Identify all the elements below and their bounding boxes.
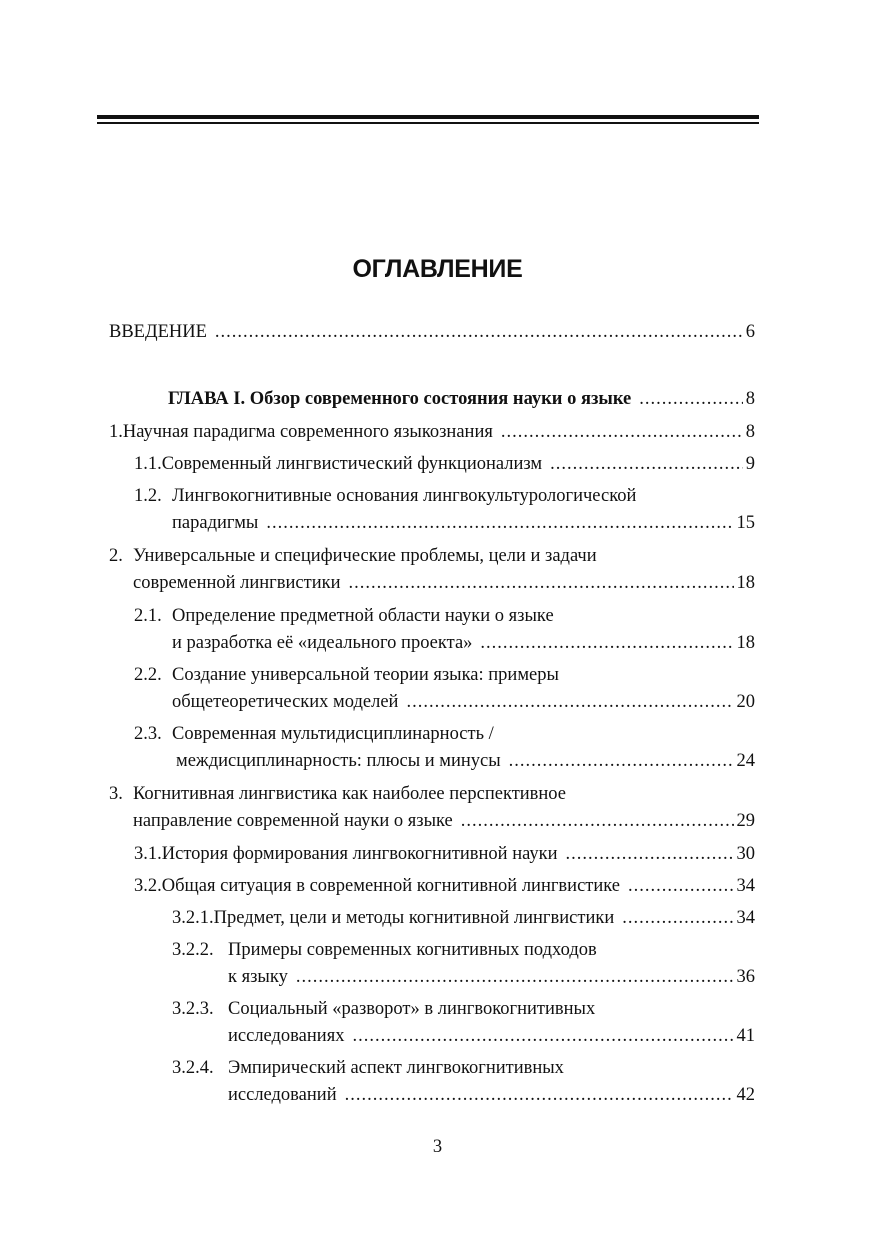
toc-entry-3-2-4[interactable] bbox=[172, 1056, 755, 1080]
toc-entry-text: Социальный «разворот» в лингвокогнитивных bbox=[228, 999, 596, 1019]
top-rule-thin bbox=[97, 122, 759, 124]
toc-entry-introduction[interactable] bbox=[109, 320, 755, 344]
toc-entry-3-1[interactable] bbox=[134, 842, 755, 866]
leader-dots bbox=[345, 1083, 734, 1107]
toc-entry-text: Универсальные и специфические проблемы, цели и задачи bbox=[133, 546, 597, 566]
toc-entry-3-2-3[interactable] bbox=[172, 997, 755, 1021]
toc-entry-number: 2.1. bbox=[134, 606, 162, 626]
toc-page-number: 6 bbox=[745, 322, 755, 342]
toc-page-number: 20 bbox=[736, 692, 755, 712]
toc-entry-number: 3.1. bbox=[134, 844, 162, 864]
toc-page-number: 18 bbox=[736, 573, 755, 593]
toc-entry-text-continued: общетеоретических моделей bbox=[172, 692, 399, 712]
leader-dots bbox=[628, 874, 733, 898]
toc-entry-3[interactable] bbox=[109, 782, 755, 806]
toc-page-number: 34 bbox=[736, 908, 755, 928]
leader-dots bbox=[461, 809, 734, 833]
toc-entry-1-2[interactable] bbox=[134, 484, 755, 508]
toc-page-number: 29 bbox=[736, 811, 755, 831]
leader-dots bbox=[406, 690, 733, 714]
leader-dots bbox=[566, 842, 734, 866]
toc-page-number: 42 bbox=[736, 1085, 755, 1105]
leader-dots bbox=[215, 320, 743, 344]
toc-entry-text: Когнитивная лингвистика как наиболее перспективное bbox=[133, 784, 566, 804]
toc-entry-text-continued: исследований bbox=[228, 1085, 337, 1105]
top-rule-thick bbox=[97, 115, 759, 119]
toc-entry-text-continued: междисциплинарность: плюсы и минусы bbox=[176, 751, 501, 771]
toc-entry-number: 3.2.4. bbox=[172, 1058, 214, 1078]
toc-entry-number: 3.2.2. bbox=[172, 940, 214, 960]
toc-entry-text: Общая ситуация в современной когнитивной лингвистике bbox=[161, 876, 621, 896]
toc-page-number: 30 bbox=[736, 844, 755, 864]
toc-entry-3-2-2-cont[interactable] bbox=[228, 965, 755, 989]
toc-entry-text: Определение предметной области науки о языке bbox=[172, 606, 554, 626]
toc-page-number: 41 bbox=[736, 1026, 755, 1046]
toc-entry-number: 2.3. bbox=[134, 724, 162, 744]
toc-entry-text-continued: направление современной науки о языке bbox=[133, 811, 453, 831]
toc-entry-text-continued: и разработка её «идеального проекта» bbox=[172, 633, 473, 653]
toc-entry-text: Предмет, цели и методы когнитивной лингвистики bbox=[213, 908, 615, 928]
toc-entry-number: 3.2.3. bbox=[172, 999, 214, 1019]
toc-entry-2-cont[interactable] bbox=[133, 571, 755, 595]
toc-entry-1-2-cont[interactable] bbox=[172, 511, 755, 535]
toc-page-number: 24 bbox=[736, 751, 755, 771]
toc-entry-2-1[interactable] bbox=[134, 604, 755, 628]
leader-dots bbox=[501, 420, 743, 444]
leader-dots bbox=[550, 452, 743, 476]
toc-entry-2-2[interactable] bbox=[134, 663, 755, 687]
toc-entry-2[interactable] bbox=[109, 544, 755, 568]
toc-entry-3-2-2[interactable] bbox=[172, 938, 755, 962]
leader-dots bbox=[266, 511, 733, 535]
leader-dots bbox=[480, 631, 733, 655]
leader-dots bbox=[509, 749, 734, 773]
toc-entry-text: Эмпирический аспект лингвокогнитивных bbox=[228, 1058, 564, 1078]
toc-entry-2-1-cont[interactable] bbox=[172, 631, 755, 655]
toc-entry-chapter-1[interactable] bbox=[168, 387, 755, 411]
leader-dots bbox=[622, 906, 733, 930]
toc-entry-1[interactable] bbox=[109, 420, 755, 444]
toc-entry-3-2[interactable] bbox=[134, 874, 755, 898]
toc-entry-text-continued: современной лингвистики bbox=[133, 573, 341, 593]
toc-page-number: 15 bbox=[736, 513, 755, 533]
toc-page-number: 34 bbox=[736, 876, 755, 896]
toc-entry-text: ГЛАВА I. Обзор современного состояния науки о языке bbox=[168, 389, 632, 409]
toc-entry-text: Создание универсальной теории языка: примеры bbox=[172, 665, 559, 685]
toc-page-number: 18 bbox=[736, 633, 755, 653]
toc-entry-1-1[interactable] bbox=[134, 452, 755, 476]
toc-entry-2-3-cont[interactable] bbox=[176, 749, 755, 773]
toc-entry-text-continued: к языку bbox=[228, 967, 288, 987]
toc-entry-number: 1.1. bbox=[134, 454, 162, 474]
page-number: 3 bbox=[432, 1137, 443, 1157]
toc-entry-3-2-3-cont[interactable] bbox=[228, 1024, 755, 1048]
toc-entry-text: Современный лингвистический функционализм bbox=[161, 454, 543, 474]
toc-title: ОГЛАВЛЕНИЕ bbox=[352, 255, 523, 283]
toc-entry-text: Лингвокогнитивные основания лингвокультурологической bbox=[172, 486, 637, 506]
toc-entry-2-2-cont[interactable] bbox=[172, 690, 755, 714]
toc-entry-text-continued: парадигмы bbox=[172, 513, 259, 533]
toc-page-number: 9 bbox=[745, 454, 755, 474]
toc-entry-text: Современная мультидисциплинарность / bbox=[172, 724, 494, 744]
toc-entry-2-3[interactable] bbox=[134, 722, 755, 746]
toc-entry-text: Примеры современных когнитивных подходов bbox=[228, 940, 597, 960]
toc-entry-3-2-4-cont[interactable] bbox=[228, 1083, 755, 1107]
toc-page-number: 8 bbox=[745, 422, 755, 442]
toc-entry-3-cont[interactable] bbox=[133, 809, 755, 833]
toc-page-number: 8 bbox=[745, 389, 755, 409]
leader-dots bbox=[349, 571, 734, 595]
toc-entry-number: 3.2.1. bbox=[172, 908, 214, 928]
toc-entry-number: 3. bbox=[109, 784, 123, 804]
toc-entry-number: 1. bbox=[109, 422, 123, 442]
toc-entry-number: 2.2. bbox=[134, 665, 162, 685]
toc-entry-number: 2. bbox=[109, 546, 123, 566]
toc-entry-text: История формирования лингвокогнитивной науки bbox=[161, 844, 558, 864]
toc-entry-3-2-1[interactable] bbox=[172, 906, 755, 930]
toc-entry-text: ВВЕДЕНИЕ bbox=[109, 322, 207, 342]
toc-entry-text: Научная парадигма современного языкознания bbox=[122, 422, 493, 442]
leader-dots bbox=[352, 1024, 733, 1048]
toc-entry-number: 3.2. bbox=[134, 876, 162, 896]
toc-page-number: 36 bbox=[736, 967, 755, 987]
leader-dots bbox=[639, 387, 742, 411]
leader-dots bbox=[296, 965, 734, 989]
toc-entry-number: 1.2. bbox=[134, 486, 162, 506]
toc-entry-text-continued: исследованиях bbox=[228, 1026, 345, 1046]
